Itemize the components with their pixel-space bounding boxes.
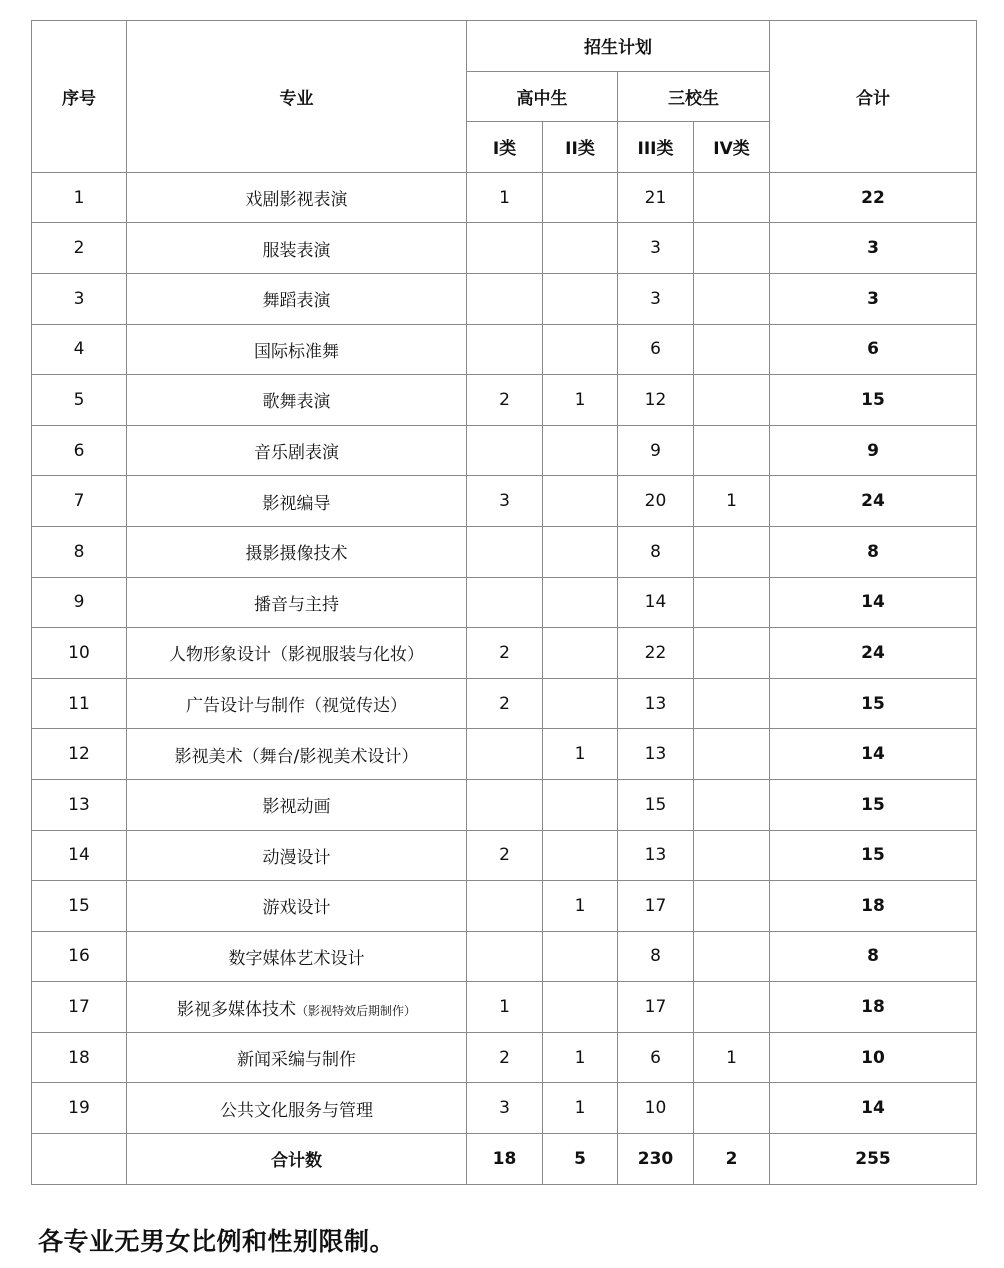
major-name: 戏剧影视表演 bbox=[245, 190, 348, 211]
row-cat1: 2 bbox=[467, 678, 543, 729]
row-major bbox=[127, 1083, 467, 1134]
row-cat2: 1 bbox=[543, 729, 618, 780]
header-cat3: III类 bbox=[618, 122, 694, 173]
row-cat1 bbox=[467, 273, 543, 324]
row-major bbox=[127, 678, 467, 729]
row-no: 19 bbox=[32, 1083, 127, 1134]
row-cat1 bbox=[467, 881, 543, 932]
major-name: 动漫设计 bbox=[262, 847, 331, 868]
row-cat1: 1 bbox=[467, 982, 543, 1033]
row-cat4 bbox=[694, 628, 770, 679]
row-no: 1 bbox=[32, 172, 127, 223]
row-cat2 bbox=[543, 526, 618, 577]
row-cat4 bbox=[694, 172, 770, 223]
table-row bbox=[32, 172, 977, 223]
row-cat1 bbox=[467, 324, 543, 375]
major-name: 公共文化服务与管理 bbox=[220, 1100, 373, 1121]
row-cat4 bbox=[694, 425, 770, 476]
table-row bbox=[32, 526, 977, 577]
total-row-no bbox=[32, 1134, 127, 1185]
table-row bbox=[32, 223, 977, 274]
row-no: 9 bbox=[32, 577, 127, 628]
header-cat2: II类 bbox=[543, 122, 618, 173]
major-name: 数字媒体艺术设计 bbox=[228, 948, 365, 969]
row-total: 3 bbox=[770, 273, 977, 324]
row-total: 22 bbox=[770, 172, 977, 223]
row-cat4 bbox=[694, 526, 770, 577]
table-row bbox=[32, 577, 977, 628]
table-row bbox=[32, 1083, 977, 1134]
row-cat4 bbox=[694, 982, 770, 1033]
row-cat3: 9 bbox=[618, 425, 694, 476]
row-cat1: 2 bbox=[467, 830, 543, 881]
table-header bbox=[32, 21, 977, 173]
row-cat1: 3 bbox=[467, 1083, 543, 1134]
row-cat2 bbox=[543, 577, 618, 628]
row-cat3: 13 bbox=[618, 729, 694, 780]
table-row bbox=[32, 476, 977, 527]
table-row bbox=[32, 729, 977, 780]
table-row bbox=[32, 779, 977, 830]
row-cat2 bbox=[543, 172, 618, 223]
table-row bbox=[32, 678, 977, 729]
major-name: 新闻采编与制作 bbox=[237, 1050, 356, 1071]
row-major bbox=[127, 476, 467, 527]
row-major bbox=[127, 324, 467, 375]
row-cat2: 1 bbox=[543, 1032, 618, 1083]
row-total: 15 bbox=[770, 678, 977, 729]
row-no: 11 bbox=[32, 678, 127, 729]
table-row bbox=[32, 324, 977, 375]
row-cat1 bbox=[467, 779, 543, 830]
row-cat4 bbox=[694, 375, 770, 426]
row-cat2 bbox=[543, 476, 618, 527]
row-no: 10 bbox=[32, 628, 127, 679]
row-cat2: 1 bbox=[543, 1083, 618, 1134]
header-three-schools: 三校生 bbox=[618, 71, 770, 122]
row-cat1 bbox=[467, 526, 543, 577]
major-name: 音乐剧表演 bbox=[254, 443, 339, 464]
row-cat3: 10 bbox=[618, 1083, 694, 1134]
row-no: 14 bbox=[32, 830, 127, 881]
table-row bbox=[32, 273, 977, 324]
row-no: 18 bbox=[32, 1032, 127, 1083]
table-row bbox=[32, 628, 977, 679]
row-cat2 bbox=[543, 425, 618, 476]
row-no: 8 bbox=[32, 526, 127, 577]
row-cat4: 1 bbox=[694, 476, 770, 527]
row-cat3: 8 bbox=[618, 526, 694, 577]
table-row bbox=[32, 375, 977, 426]
row-total: 24 bbox=[770, 476, 977, 527]
row-total: 14 bbox=[770, 729, 977, 780]
row-cat3: 13 bbox=[618, 678, 694, 729]
row-cat1 bbox=[467, 425, 543, 476]
total-row bbox=[32, 1134, 977, 1185]
row-cat2 bbox=[543, 324, 618, 375]
header-plan: 招生计划 bbox=[467, 21, 770, 72]
row-cat4 bbox=[694, 223, 770, 274]
total-row-label: 合计数 bbox=[127, 1134, 467, 1185]
row-cat3: 3 bbox=[618, 273, 694, 324]
table-row bbox=[32, 1032, 977, 1083]
row-cat3: 17 bbox=[618, 982, 694, 1033]
row-cat1: 2 bbox=[467, 375, 543, 426]
row-major bbox=[127, 628, 467, 679]
row-total: 15 bbox=[770, 830, 977, 881]
row-cat4 bbox=[694, 1083, 770, 1134]
row-total: 14 bbox=[770, 577, 977, 628]
row-major bbox=[127, 223, 467, 274]
row-cat1 bbox=[467, 931, 543, 982]
row-cat3: 3 bbox=[618, 223, 694, 274]
row-cat4 bbox=[694, 577, 770, 628]
row-no: 4 bbox=[32, 324, 127, 375]
table-row bbox=[32, 982, 977, 1033]
row-cat3: 20 bbox=[618, 476, 694, 527]
major-name: 舞蹈表演 bbox=[262, 291, 331, 312]
row-no: 16 bbox=[32, 931, 127, 982]
major-name: 影视编导 bbox=[262, 493, 331, 514]
row-major bbox=[127, 273, 467, 324]
row-cat1: 2 bbox=[467, 1032, 543, 1083]
row-no: 15 bbox=[32, 881, 127, 932]
row-cat1: 2 bbox=[467, 628, 543, 679]
major-name: 国际标准舞 bbox=[254, 341, 339, 362]
row-cat2: 1 bbox=[543, 375, 618, 426]
total-row-cat4: 2 bbox=[694, 1134, 770, 1185]
row-major bbox=[127, 779, 467, 830]
row-cat3: 8 bbox=[618, 931, 694, 982]
total-row-cat2: 5 bbox=[543, 1134, 618, 1185]
row-major bbox=[127, 931, 467, 982]
row-cat2 bbox=[543, 982, 618, 1033]
table-row bbox=[32, 881, 977, 932]
row-cat2 bbox=[543, 779, 618, 830]
row-cat3: 15 bbox=[618, 779, 694, 830]
row-cat1: 1 bbox=[467, 172, 543, 223]
row-cat3: 12 bbox=[618, 375, 694, 426]
row-major bbox=[127, 526, 467, 577]
row-no: 7 bbox=[32, 476, 127, 527]
row-cat3: 14 bbox=[618, 577, 694, 628]
row-cat3: 22 bbox=[618, 628, 694, 679]
row-cat4 bbox=[694, 931, 770, 982]
row-no: 17 bbox=[32, 982, 127, 1033]
major-name: 影视动画 bbox=[262, 797, 331, 818]
row-cat2: 1 bbox=[543, 881, 618, 932]
major-name: 歌舞表演 bbox=[262, 392, 331, 413]
row-total: 15 bbox=[770, 779, 977, 830]
row-cat4 bbox=[694, 273, 770, 324]
row-cat1 bbox=[467, 223, 543, 274]
row-total: 8 bbox=[770, 931, 977, 982]
header-high-school: 高中生 bbox=[467, 71, 618, 122]
major-name: 摄影摄像技术 bbox=[245, 544, 348, 565]
total-row-cat3: 230 bbox=[618, 1134, 694, 1185]
row-no: 12 bbox=[32, 729, 127, 780]
row-major bbox=[127, 1032, 467, 1083]
row-cat2 bbox=[543, 931, 618, 982]
row-cat3: 6 bbox=[618, 324, 694, 375]
row-major bbox=[127, 881, 467, 932]
row-cat2 bbox=[543, 830, 618, 881]
row-cat3: 13 bbox=[618, 830, 694, 881]
enrollment-plan-table bbox=[31, 20, 977, 1185]
row-cat2 bbox=[543, 273, 618, 324]
major-name: 影视多媒体技术 bbox=[176, 999, 296, 1020]
row-cat2 bbox=[543, 678, 618, 729]
header-cat1: I类 bbox=[467, 122, 543, 173]
row-total: 18 bbox=[770, 982, 977, 1033]
gender-note: 各专业无男女比例和性别限制。 bbox=[38, 1227, 396, 1256]
row-no: 3 bbox=[32, 273, 127, 324]
major-name: 人物形象设计（影视服装与化妆） bbox=[169, 645, 424, 666]
row-cat1 bbox=[467, 729, 543, 780]
row-total: 8 bbox=[770, 526, 977, 577]
header-no: 序号 bbox=[32, 21, 127, 173]
row-cat4 bbox=[694, 779, 770, 830]
major-name: 影视美术（舞台/影视美术设计） bbox=[174, 746, 419, 767]
row-major bbox=[127, 425, 467, 476]
row-total: 15 bbox=[770, 375, 977, 426]
table-row bbox=[32, 931, 977, 982]
row-no: 6 bbox=[32, 425, 127, 476]
major-name: 广告设计与制作（视觉传达） bbox=[186, 696, 407, 717]
row-major bbox=[127, 830, 467, 881]
row-total: 18 bbox=[770, 881, 977, 932]
row-major bbox=[127, 982, 467, 1033]
row-cat4: 1 bbox=[694, 1032, 770, 1083]
row-cat4 bbox=[694, 729, 770, 780]
major-name: 服装表演 bbox=[262, 240, 331, 261]
total-row-cat1: 18 bbox=[467, 1134, 543, 1185]
row-major bbox=[127, 577, 467, 628]
row-cat1 bbox=[467, 577, 543, 628]
row-no: 5 bbox=[32, 375, 127, 426]
header-cat4: IV类 bbox=[694, 122, 770, 173]
row-cat1: 3 bbox=[467, 476, 543, 527]
row-no: 2 bbox=[32, 223, 127, 274]
major-name: 播音与主持 bbox=[254, 594, 339, 615]
row-major bbox=[127, 375, 467, 426]
row-total: 10 bbox=[770, 1032, 977, 1083]
row-cat3: 17 bbox=[618, 881, 694, 932]
row-cat4 bbox=[694, 830, 770, 881]
row-cat4 bbox=[694, 881, 770, 932]
table-row bbox=[32, 830, 977, 881]
row-major bbox=[127, 172, 467, 223]
major-note: （影视特效后期制作） bbox=[295, 1003, 416, 1018]
header-major: 专业 bbox=[127, 21, 467, 173]
row-cat2 bbox=[543, 223, 618, 274]
total-row-sum: 255 bbox=[770, 1134, 977, 1185]
row-total: 9 bbox=[770, 425, 977, 476]
row-cat3: 21 bbox=[618, 172, 694, 223]
row-total: 14 bbox=[770, 1083, 977, 1134]
row-cat3: 6 bbox=[618, 1032, 694, 1083]
row-total: 3 bbox=[770, 223, 977, 274]
table-body bbox=[32, 172, 977, 1133]
row-cat4 bbox=[694, 324, 770, 375]
row-major bbox=[127, 729, 467, 780]
table-row bbox=[32, 425, 977, 476]
header-sum: 合计 bbox=[770, 21, 977, 173]
major-name: 游戏设计 bbox=[262, 898, 331, 919]
row-total: 24 bbox=[770, 628, 977, 679]
row-cat4 bbox=[694, 678, 770, 729]
row-cat2 bbox=[543, 628, 618, 679]
row-no: 13 bbox=[32, 779, 127, 830]
row-total: 6 bbox=[770, 324, 977, 375]
